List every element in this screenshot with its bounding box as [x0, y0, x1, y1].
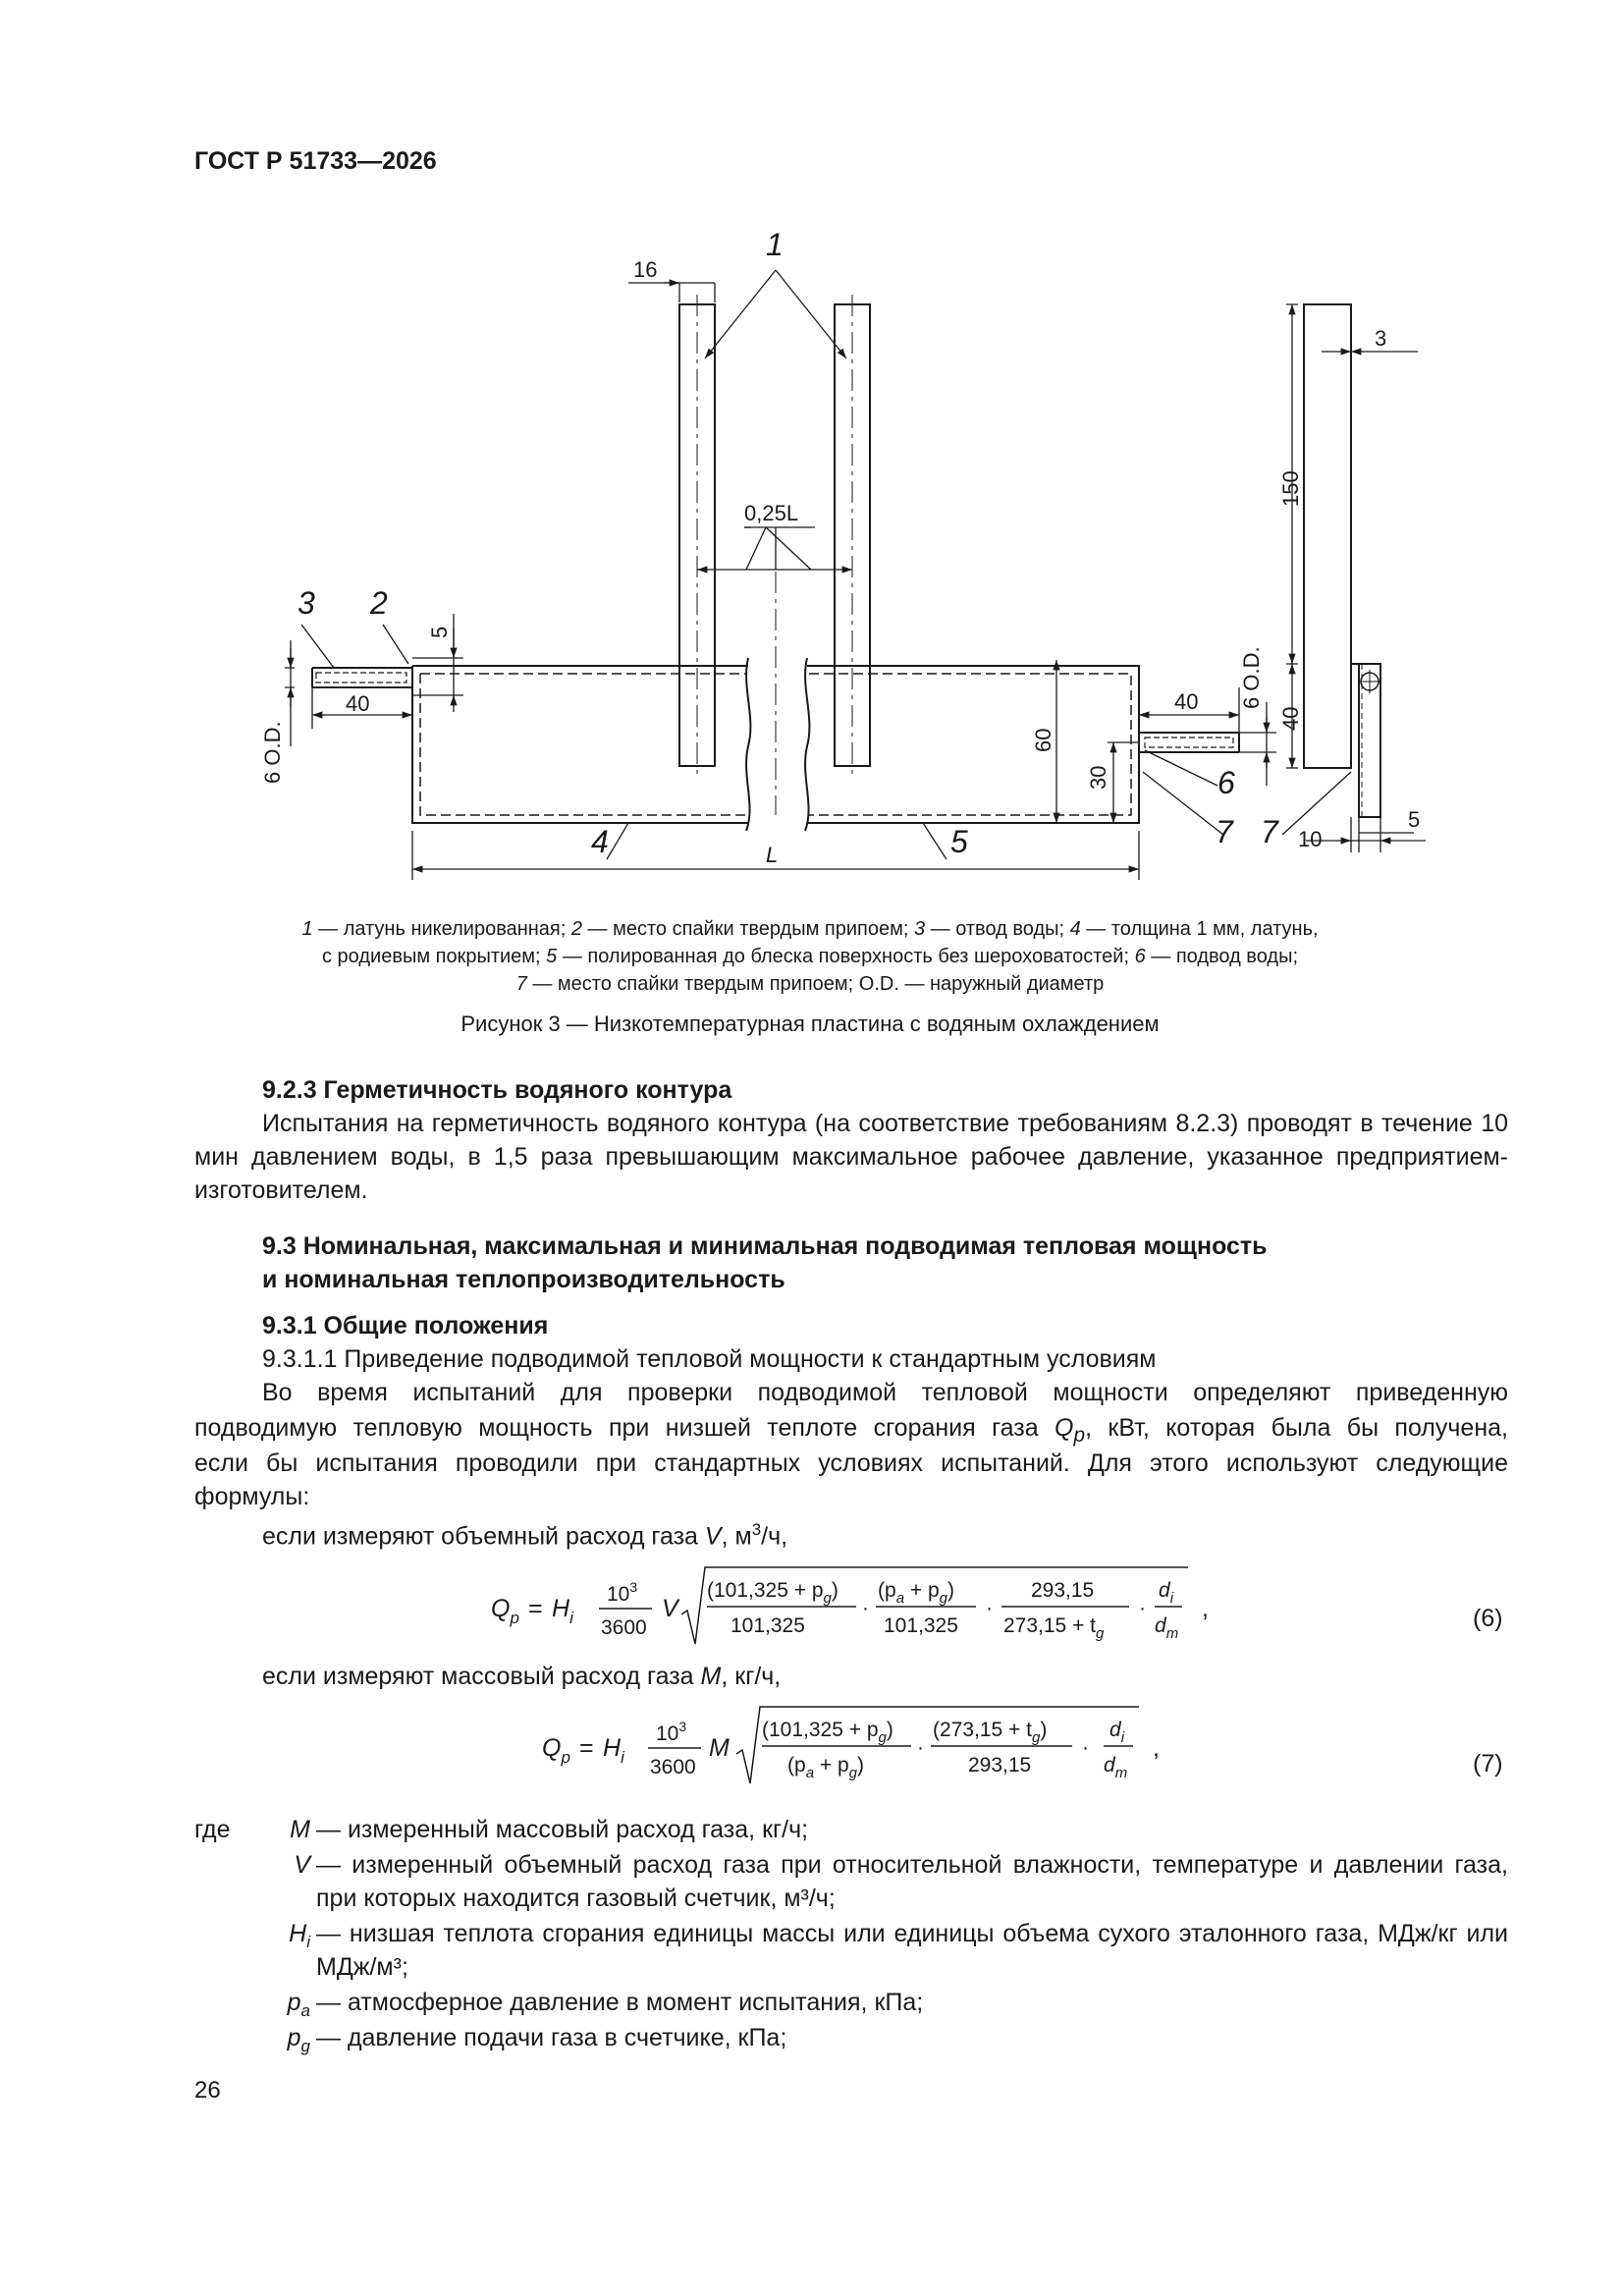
callout-6: 6 — [1217, 765, 1235, 800]
dim-025L: 0,25L — [744, 501, 799, 525]
svg-text:Qp: $Q_p$ — [491, 1595, 519, 1627]
formula-7 — [530, 1699, 1178, 1797]
callout-7b: 7 — [1261, 814, 1278, 849]
dim-150: 150 — [1278, 470, 1303, 507]
formula-6 — [481, 1559, 1247, 1658]
svg-text:101,325: 101,325 — [884, 1614, 958, 1637]
callout-4: 4 — [591, 824, 609, 859]
svg-text:·: · — [917, 1736, 924, 1759]
intro-line-3: если бы испытания проводили при стандартных условиях испытаний. Для этого используют следующие — [194, 1449, 1508, 1477]
svg-text:,: , — [1202, 1595, 1209, 1622]
svg-text:M: M — [709, 1734, 730, 1762]
figure-3-drawing — [245, 216, 1443, 903]
variable-definitions — [0, 1813, 1623, 2055]
section-9-3-title-line1: 9.3 Номинальная, максимальная и минимальная подводимая тепловая мощность — [262, 1232, 1268, 1260]
intro-line-2: подводимую тепловую мощность при низшей теплоте сгорания газа $Q_p$, кВт, которая была бы получена, — [194, 1414, 1508, 1447]
where-sym-pg: $p_g$ — [287, 2024, 310, 2055]
section-9-2-3-text: Испытания на герметичность водяного контура (на соответствие требованиям 8.2.3) проводят в течение 10 мин давлением воды, в 1,5 раза превышающим максимальное рабочее давление, указанное предприятием-изготовителем. — [194, 1110, 1508, 1204]
svg-text:3600: 3600 — [650, 1756, 696, 1778]
dim-5-left: 5 — [427, 626, 452, 638]
where-def-pa: — атмосферное давление в момент испытания, кПа; — [316, 1989, 924, 2016]
page-number: 26 — [194, 2077, 221, 2104]
svg-text:103: $10^3$ — [607, 1579, 638, 1606]
svg-text:Hi: $H_i$ — [552, 1595, 573, 1627]
callout-2: 2 — [370, 585, 388, 621]
svg-text:3600: 3600 — [601, 1616, 647, 1639]
where-def-V: — измеренный объемный расход газа при относительной влажности, температуре и давлении газа, при которых находится газовый счетчик, м³/ч; — [316, 1851, 1508, 1912]
where-def-H: — низшая теплота сгорания единицы массы или единицы объема сухого эталонного газа, МДж/кг или МДж/м³; — [316, 1920, 1508, 1981]
svg-text:(101,325 + pg): $(101,325 + p_g)$ — [762, 1719, 893, 1746]
where-sym-pa: $p_a$ — [287, 1989, 310, 2020]
dim-16: 16 — [633, 257, 658, 282]
section-9-3-1-title: 9.3.1 Общие положения — [262, 1312, 549, 1339]
dim-L: L — [766, 843, 779, 867]
intro-line-4: формулы: — [194, 1483, 310, 1510]
equation-number-7: (7) — [1473, 1750, 1503, 1777]
svg-text:V: V — [662, 1595, 678, 1622]
svg-text:=: = — [579, 1734, 594, 1762]
figure-legend — [226, 915, 1394, 998]
svg-text:101,325: 101,325 — [730, 1614, 805, 1637]
dim-6od-right: 6 O.D. — [1239, 646, 1264, 709]
svg-text:293,15: 293,15 — [1031, 1579, 1095, 1602]
legend-line-2: с родиевым покрытием; 5 — полированная до блеска поверхность без шероховатостей; 6 — подвод воды; — [321, 946, 1298, 967]
dim-40-left: 40 — [346, 691, 370, 716]
svg-text:di: $d_i$ — [1159, 1579, 1174, 1607]
svg-text:·: · — [986, 1597, 993, 1619]
dim-3: 3 — [1375, 326, 1387, 351]
document-header: ГОСТ Р 51733—2026 — [194, 147, 437, 175]
callout-5: 5 — [950, 824, 968, 859]
svg-text:(pa + pg): $(p_a + p_g)$ — [878, 1579, 954, 1607]
callout-3: 3 — [298, 585, 315, 621]
svg-text:(101,325 + pg): $(101,325 + p_g)$ — [707, 1579, 839, 1607]
svg-text:293,15: 293,15 — [968, 1754, 1032, 1777]
where-sym-V: V — [294, 1851, 310, 1879]
legend-line-1: 1 — латунь никелированная; 2 — место спайки твердым припоем; 3 — отвод воды; 4 — толщина 1 мм, латунь, — [301, 918, 1319, 940]
svg-text:,: , — [1153, 1734, 1160, 1762]
dim-30: 30 — [1086, 765, 1110, 790]
legend-line-3: 7 — место спайки твердым припоем; O.D. — наружный диаметр — [515, 973, 1105, 995]
svg-text:di: $d_i$ — [1109, 1719, 1125, 1746]
svg-text:dm: $d_m$ — [1104, 1754, 1128, 1781]
figure-caption: Рисунок 3 — Низкотемпературная пластина с водяным охлаждением — [460, 1011, 1160, 1036]
svg-text:(pa + pg): $(p_a + p_g)$ — [787, 1754, 864, 1781]
svg-text:273,15 + tg: $273,15 + t_g$ — [1003, 1614, 1105, 1642]
svg-text:103: $10^3$ — [656, 1719, 687, 1745]
where-sym-H: $H_i$ — [289, 1920, 310, 1951]
where-def-M: — измеренный массовый расход газа, кг/ч; — [316, 1816, 809, 1843]
dim-60: 60 — [1031, 728, 1055, 752]
section-9-3-title-line2: и номинальная теплопроизводительность — [262, 1266, 785, 1293]
svg-text:Hi: $H_i$ — [603, 1734, 624, 1767]
section-9-3-1-1: 9.3.1.1 Приведение подводимой тепловой мощности к стандартным условиям — [262, 1345, 1157, 1373]
intro-line-1: Во время испытаний для проверки подводимой тепловой мощности определяют приведенную — [262, 1379, 1508, 1406]
if-volume-line: если измеряют объемный расход газа V, $м^3/ч$, — [262, 1520, 788, 1551]
svg-text:·: · — [862, 1597, 869, 1619]
if-mass-line: если измеряют массовый расход газа M, кг/ч, — [262, 1663, 782, 1690]
where-sym-M: M — [290, 1816, 310, 1843]
dim-6od-left: 6 O.D. — [260, 721, 285, 784]
svg-text:dm: $d_m$ — [1155, 1614, 1179, 1642]
svg-text:=: = — [528, 1595, 543, 1622]
callout-1: 1 — [766, 227, 784, 262]
svg-text:Qp: $Q_p$ — [542, 1734, 570, 1767]
svg-text:·: · — [1082, 1736, 1089, 1759]
dim-10: 10 — [1298, 827, 1323, 851]
svg-text:(273,15 + tg): $(273,15 + t_g)$ — [933, 1719, 1048, 1746]
where-lead: где — [194, 1816, 231, 1843]
dim-40-right: 40 — [1174, 689, 1199, 714]
dim-40-side: 40 — [1278, 706, 1303, 731]
callout-7a: 7 — [1216, 814, 1233, 849]
dim-5-side: 5 — [1408, 807, 1421, 832]
svg-text:·: · — [1139, 1597, 1146, 1619]
equation-number-6: (6) — [1473, 1605, 1503, 1632]
section-9-2-3-title: 9.2.3 Герметичность водяного контура — [262, 1076, 732, 1104]
where-def-pg: — давление подачи газа в счетчике, кПа; — [316, 2024, 787, 2051]
